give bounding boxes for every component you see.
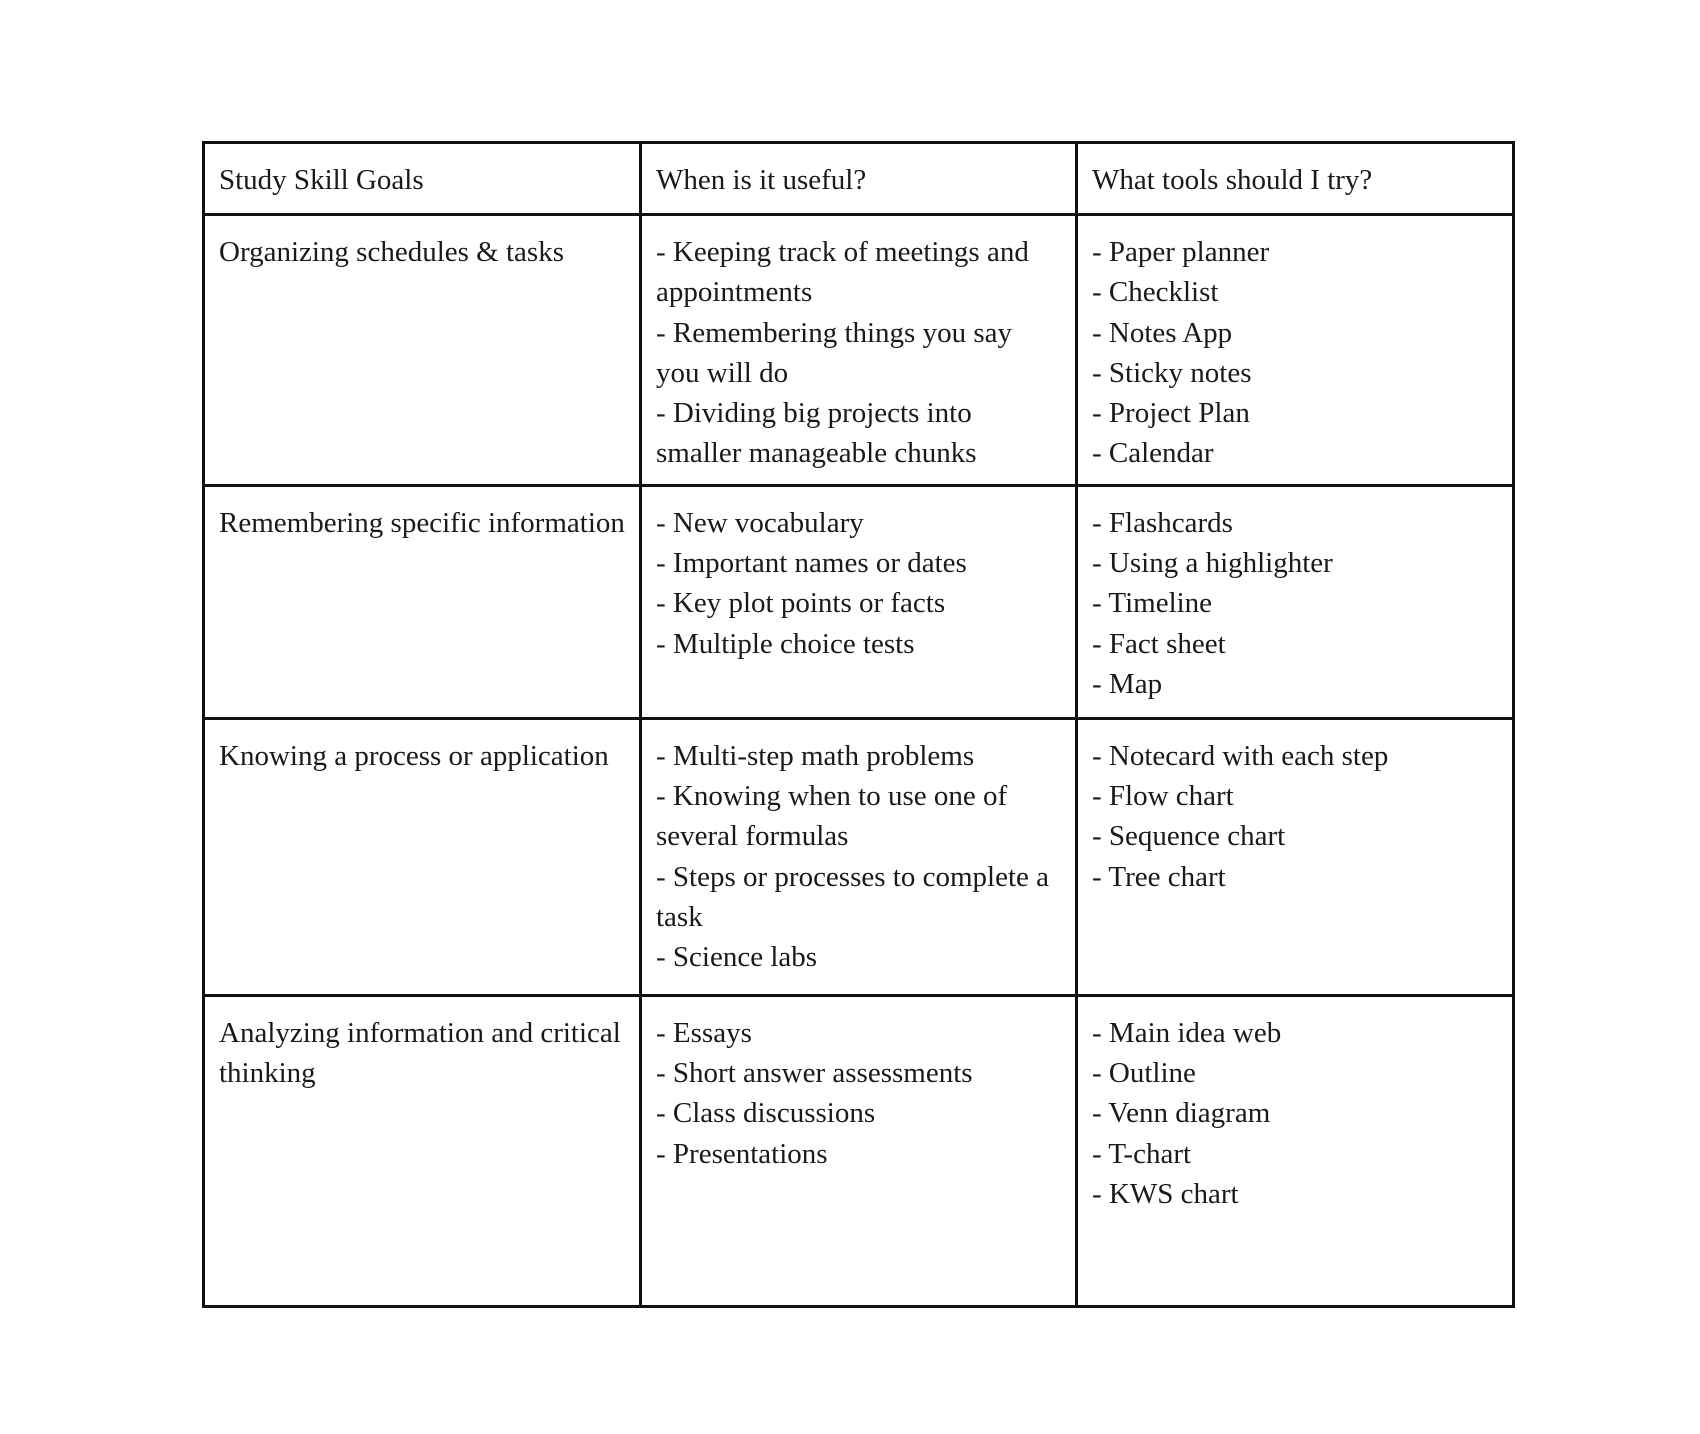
list-item: - Timeline xyxy=(1092,587,1213,620)
list-item: - Flow chart xyxy=(1092,780,1234,813)
tools-cell xyxy=(1077,718,1514,995)
list-item: - New vocabulary xyxy=(656,506,864,539)
list-item: - Sticky notes xyxy=(1092,356,1252,389)
list-item: - Short answer assessments xyxy=(656,1057,973,1090)
goal-cell: Organizing schedules & tasks xyxy=(204,215,641,486)
list-item: - Multi-step math problems xyxy=(656,739,975,772)
list-item: - Calendar xyxy=(1092,437,1214,470)
list-item: - Class discussions xyxy=(656,1097,876,1130)
table-row xyxy=(204,718,1514,995)
goal-cell: Analyzing information and critical thinking xyxy=(204,995,641,1306)
study-skills-table xyxy=(202,141,1515,1308)
list-item: - Knowing when to use one of several formulas xyxy=(656,780,1008,853)
table-row xyxy=(204,995,1514,1306)
list-item: - Notecard with each step xyxy=(1092,739,1389,772)
list-item: - KWS chart xyxy=(1092,1177,1239,1210)
list-item: - Tree chart xyxy=(1092,860,1226,893)
table-row xyxy=(204,215,1514,486)
tools-cell xyxy=(1077,485,1514,718)
list-item: - Main idea web xyxy=(1092,1016,1282,1049)
tools-cell xyxy=(1077,995,1514,1306)
list-item: - Keeping track of meetings and appointments xyxy=(656,236,1029,309)
when-cell xyxy=(641,718,1077,995)
list-item: - Outline xyxy=(1092,1057,1196,1090)
header-when-useful: When is it useful? xyxy=(641,143,1077,215)
when-cell xyxy=(641,995,1077,1306)
list-item: - Multiple choice tests xyxy=(656,627,915,660)
table-row xyxy=(204,485,1514,718)
table-header-row xyxy=(204,143,1514,215)
when-cell xyxy=(641,485,1077,718)
list-item: - Key plot points or facts xyxy=(656,587,946,620)
list-item: - Project Plan xyxy=(1092,397,1250,430)
list-item: - Remembering things you say you will do xyxy=(656,316,1013,389)
list-item: - Notes App xyxy=(1092,316,1233,349)
header-tools-to-try: What tools should I try? xyxy=(1077,143,1514,215)
list-item: - Essays xyxy=(656,1016,752,1049)
list-item: - Paper planner xyxy=(1092,236,1270,268)
list-item: - Using a highlighter xyxy=(1092,547,1333,580)
list-item: - Checklist xyxy=(1092,276,1219,309)
when-cell xyxy=(641,215,1077,486)
list-item: - Dividing big projects into smaller manageable chunks xyxy=(656,397,977,470)
list-item: - Fact sheet xyxy=(1092,627,1226,660)
list-item: - Presentations xyxy=(656,1137,828,1170)
list-item: - Map xyxy=(1092,667,1163,700)
list-item: - Important names or dates xyxy=(656,547,967,580)
list-item: - T-chart xyxy=(1092,1137,1192,1170)
goal-cell: Knowing a process or application xyxy=(204,718,641,995)
list-item: - Venn diagram xyxy=(1092,1097,1271,1130)
list-item: - Steps or processes to complete a task xyxy=(656,860,1050,933)
tools-cell xyxy=(1077,215,1514,486)
list-item: - Sequence chart xyxy=(1092,820,1286,853)
list-item: - Science labs xyxy=(656,941,818,974)
list-item: - Flashcards xyxy=(1092,506,1233,539)
goal-cell: Remembering specific information xyxy=(204,485,641,718)
header-study-skill-goals: Study Skill Goals xyxy=(204,143,641,215)
